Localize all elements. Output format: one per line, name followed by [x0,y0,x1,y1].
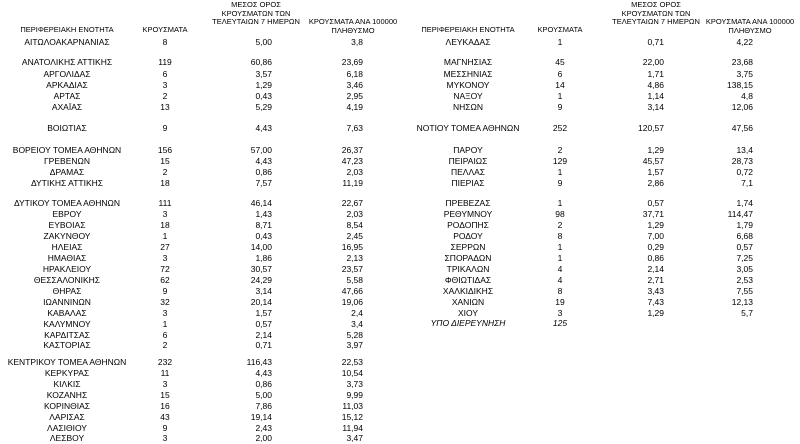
per100k-cell: 3,46 [346,80,363,90]
table-row [0,308,400,319]
cases-cell: 2 [557,145,563,155]
region-name-cell: ΑΡΚΑΔΙΑΣ [46,80,88,90]
region-name-cell: ΚΑΒΑΛΑΣ [47,308,87,318]
per100k-cell: 2,95 [346,91,363,101]
avg7-cell: 1,57 [647,167,664,177]
per100k-cell: 2,4 [351,308,363,318]
table-row [400,69,800,80]
region-name-cell: ΠΡΕΒΕΖΑΣ [445,198,491,208]
avg7-cell: 0,43 [255,91,272,101]
per100k-column-header: ΚΡΟΥΣΜΑΤΑ ΑΝΑ 100000 ΠΛΗΘΥΣΜΟ [308,17,398,35]
region-name-cell: ΝΑΞΟΥ [453,91,483,101]
avg7-cell: 2,71 [647,275,664,285]
region-name-cell: ΚΙΛΚΙΣ [53,379,81,389]
table-row [400,209,800,220]
cases-cell: 4 [557,264,563,274]
avg7-cell: 24,29 [250,275,272,285]
cases-column-header: ΚΡΟΥΣΜΑΤΑ [142,25,188,34]
table-row [0,220,400,231]
region-name-cell: ΙΩΑΝΝΙΝΩΝ [43,297,91,307]
table-row [0,242,400,253]
per100k-cell: 11,19 [342,178,363,188]
region-name-cell: ΤΡΙΚΑΛΩΝ [446,264,490,274]
per100k-cell: 10,54 [341,368,363,378]
cases-cell: 18 [160,220,170,230]
avg7-cell: 116,43 [246,357,272,367]
per100k-cell: 7,63 [346,123,363,133]
per100k-cell: 19,06 [341,297,363,307]
region-name-cell: ΡΕΘΥΜΝΟΥ [443,209,493,219]
cases-cell: 62 [160,275,170,285]
cases-cell: 8 [557,286,563,296]
region-name-cell: ΝΗΣΩΝ [452,102,484,112]
per100k-cell: 5,28 [346,330,363,340]
table-row [0,209,400,220]
per100k-cell: 9,99 [346,390,363,400]
cases-cell: 6 [162,330,168,340]
cases-cell: 11 [160,368,170,378]
per100k-cell: 5,58 [346,275,363,285]
region-name-cell: ΧΑΛΚΙΔΙΚΗΣ [442,286,494,296]
region-name-cell: ΓΡΕΒΕΝΩΝ [44,156,90,166]
table-row [400,318,800,329]
table-row [0,231,400,242]
region-name-cell: ΚΟΡΙΝΘΙΑΣ [43,401,91,411]
cases-cell: 3 [162,379,168,389]
cases-cell: 111 [158,198,172,208]
per100k-cell: 4,8 [741,91,753,101]
avg7-cell: 30,57 [250,264,272,274]
avg7-cell: 14,00 [250,242,272,252]
per100k-cell: 7,25 [736,253,753,263]
table-row [400,80,800,91]
cases-cell: 27 [160,242,170,252]
region-name-cell: ΠΕΛΛΑΣ [450,167,486,177]
table-row [400,231,800,242]
table-row [0,80,400,91]
cases-cell: 1 [557,37,563,47]
table-row [0,286,400,297]
cases-cell: 15 [160,156,170,166]
table-row [0,340,400,351]
cases-cell: 3 [162,209,168,219]
cases-cell: 3 [557,308,563,318]
per100k-cell: 8,54 [346,220,363,230]
avg7-cell: 4,43 [255,123,272,133]
cases-cell: 6 [162,69,168,79]
avg7-cell: 0,57 [255,319,272,329]
avg7-cell: 4,43 [255,368,272,378]
cases-cell: 1 [557,91,563,101]
per100k-column-header: ΚΡΟΥΣΜΑΤΑ ΑΝΑ 100000 ΠΛΗΘΥΣΜΟ [705,17,795,35]
table-row [0,368,400,379]
per100k-cell: 23,69 [341,57,363,67]
avg7-cell: 0,43 [255,231,272,241]
per100k-cell: 2,03 [346,209,363,219]
region-name-cell: ΘΗΡΑΣ [52,286,82,296]
region-name-cell: ΡΟΔΟΥ [453,231,483,241]
cases-cell: 13 [160,102,170,112]
table-row [400,198,800,209]
region-name-cell: ΡΟΔΟΠΗΣ [447,220,489,230]
cases-cell: 156 [157,145,173,155]
cases-cell: 252 [552,123,568,133]
table-row [0,253,400,264]
avg7-cell: 0,86 [255,379,272,389]
cases-cell: 19 [555,297,565,307]
region-name-cell: ΠΕΙΡΑΙΩΣ [448,156,488,166]
cases-cell: 1 [557,253,563,263]
table-row [0,264,400,275]
table-row [0,167,400,178]
cases-column-header: ΚΡΟΥΣΜΑΤΑ [537,25,583,34]
table-row [0,379,400,390]
table-row [400,253,800,264]
avg7-cell: 2,43 [255,423,272,433]
avg7-cell: 57,00 [250,145,272,155]
region-name-cell: ΛΑΣΙΘΙΟΥ [47,423,87,433]
avg7-cell: 8,71 [255,220,272,230]
avg7-cell: 0,86 [647,253,664,263]
region-name-cell: ΑΡΤΑΣ [53,91,81,101]
cases-cell: 98 [555,209,565,219]
avg7-cell: 7,00 [647,231,664,241]
table-row [0,57,400,68]
region-name-cell: ΣΠΟΡΑΔΩΝ [444,253,492,263]
cases-cell: 32 [160,297,170,307]
table-row [400,220,800,231]
avg7-cell: 1,29 [255,80,272,90]
avg7-cell: 0,86 [255,167,272,177]
cases-cell: 2 [162,340,168,350]
per100k-cell: 22,67 [341,198,363,208]
cases-cell: 14 [555,80,565,90]
table-row [400,286,800,297]
region-column-header: ΠΕΡΙΦΕΡΕΙΑΚΗ ΕΝΟΤΗΤΑ [20,25,114,34]
per100k-cell: 23,68 [731,57,753,67]
avg7-cell: 1,71 [647,69,664,79]
region-name-cell: ΛΑΡΙΣΑΣ [49,412,85,422]
per100k-cell: 2,53 [736,275,753,285]
per100k-cell: 26,37 [341,145,363,155]
avg7-cell: 120,57 [638,123,664,133]
region-name-cell: ΒΟΡΕΙΟΥ ΤΟΜΕΑ ΑΘΗΝΩΝ [12,145,122,155]
per100k-cell: 7,1 [741,178,753,188]
region-name-cell: ΚΟΖΑΝΗΣ [46,390,88,400]
per100k-cell: 12,06 [731,102,753,112]
avg7-cell: 4,86 [647,80,664,90]
avg7-cell: 3,57 [255,69,272,79]
table-row [400,156,800,167]
region-name-cell: ΗΡΑΚΛΕΙΟΥ [42,264,92,274]
region-name-cell: ΑΧΑΪΑΣ [51,102,83,112]
table-row [0,401,400,412]
per100k-cell: 2,13 [346,253,363,263]
avg7-cell: 1,29 [647,220,664,230]
cases-cell: 3 [162,433,168,443]
avg7-cell: 3,14 [647,102,664,112]
avg7-cell: 19,14 [250,412,272,422]
region-name-cell: ΗΛΕΙΑΣ [51,242,83,252]
region-name-cell: ΔΥΤΙΚΗΣ ΑΤΤΙΚΗΣ [30,178,104,188]
avg7-cell: 2,14 [255,330,272,340]
avg7-cell: 7,57 [255,178,272,188]
per100k-cell: 47,66 [341,286,363,296]
avg7-cell: 0,29 [647,242,664,252]
avg7-cell: 46,14 [250,198,272,208]
cases-cell: 4 [557,275,563,285]
region-name-cell: ΝΟΤΙΟΥ ΤΟΜΕΑ ΑΘΗΝΩΝ [416,123,520,133]
table-row [400,145,800,156]
table-row [0,178,400,189]
avg7-cell: 1,43 [255,209,272,219]
per100k-cell: 1,79 [736,220,753,230]
table-row [0,319,400,330]
region-name-cell: ΥΠΟ ΔΙΕΡΕΥΝΗΣΗ [430,318,506,328]
avg7-cell: 1,29 [647,308,664,318]
per100k-cell: 47,23 [341,156,363,166]
cases-cell: 9 [557,102,563,112]
cases-cell: 1 [557,167,563,177]
region-name-cell: ΚΑΛΥΜΝΟΥ [43,319,91,329]
table-row [0,102,400,113]
cases-cell: 8 [162,37,168,47]
per100k-cell: 3,75 [736,69,753,79]
per100k-cell: 2,03 [346,167,363,177]
cases-cell: 3 [162,308,168,318]
avg7-cell: 1,29 [647,145,664,155]
region-name-cell: ΚΕΝΤΡΙΚΟΥ ΤΟΜΕΑ ΑΘΗΝΩΝ [7,357,127,367]
avg7-cell: 4,43 [255,156,272,166]
cases-cell: 2 [162,167,168,177]
table-row [400,167,800,178]
table-row [400,102,800,113]
avg7-cell: 0,71 [255,340,272,350]
region-name-cell: ΚΑΣΤΟΡΙΑΣ [43,340,91,350]
per100k-cell: 1,74 [736,198,753,208]
region-name-cell: ΗΜΑΘΙΑΣ [47,253,87,263]
cases-cell: 1 [557,242,563,252]
per100k-cell: 0,72 [736,167,753,177]
region-name-cell: ΧΙΟΥ [457,308,479,318]
avg7-cell: 22,00 [642,57,664,67]
per100k-cell: 6,18 [346,69,363,79]
avg7-cell: 0,57 [647,198,664,208]
per100k-cell: 3,97 [346,340,363,350]
left-table-header [0,0,400,36]
right-table-header [400,0,800,36]
avg7-cell: 3,43 [647,286,664,296]
table-row [400,264,800,275]
cases-cell: 18 [160,178,170,188]
table-row [400,57,800,68]
cases-cell: 15 [160,390,170,400]
region-name-cell: ΕΥΒΟΙΑΣ [48,220,86,230]
region-name-cell: ΑΝΑΤΟΛΙΚΗΣ ΑΤΤΙΚΗΣ [21,57,113,67]
avg7-cell: 1,86 [255,253,272,263]
table-row [0,297,400,308]
per100k-cell: 114,47 [727,209,753,219]
region-name-cell: ΜΥΚΟΝΟΥ [446,80,490,90]
table-row [400,242,800,253]
avg7-cell: 1,14 [647,91,664,101]
avg7-cell: 2,86 [647,178,664,188]
table-row [0,91,400,102]
cases-cell: 3 [162,253,168,263]
per100k-cell: 15,12 [341,412,363,422]
region-name-cell: ΑΡΓΟΛΙΔΑΣ [43,69,91,79]
cases-cell: 125 [552,318,568,328]
avg7-cell: 5,00 [255,390,272,400]
per100k-cell: 3,4 [351,319,363,329]
avg7-cell: 7,86 [255,401,272,411]
avg7-cell: 37,71 [642,209,664,219]
avg7-cell: 2,00 [255,433,272,443]
table-row [0,357,400,368]
cases-cell: 1 [557,198,563,208]
cases-cell: 45 [555,57,565,67]
per100k-cell: 0,57 [736,242,753,252]
region-name-cell: ΒΟΙΩΤΙΑΣ [47,123,87,133]
cases-cell: 9 [557,178,563,188]
cases-cell: 9 [162,423,168,433]
avg7-cell: 60,86 [250,57,272,67]
table-row [400,178,800,189]
table-row [0,145,400,156]
region-name-cell: ΔΡΑΜΑΣ [49,167,85,177]
region-name-cell: ΛΕΥΚΑΔΑΣ [445,37,491,47]
per100k-cell: 3,05 [736,264,753,274]
region-name-cell: ΣΕΡΡΩΝ [450,242,486,252]
per100k-cell: 11,94 [342,423,363,433]
avg7-cell: 45,57 [642,156,664,166]
region-column-header: ΠΕΡΙΦΕΡΕΙΑΚΗ ΕΝΟΤΗΤΑ [421,25,515,34]
region-name-cell: ΧΑΝΙΩΝ [451,297,485,307]
avg7-cell: 5,29 [255,102,272,112]
cases-cell: 1 [162,319,168,329]
cases-cell: 9 [162,286,168,296]
per100k-cell: 23,57 [341,264,363,274]
table-row [400,123,800,134]
per100k-cell: 11,03 [342,401,363,411]
per100k-cell: 3,47 [346,433,363,443]
avg7-cell: 7,43 [647,297,664,307]
region-name-cell: ΚΕΡΚΥΡΑΣ [44,368,90,378]
per100k-cell: 47,56 [731,123,753,133]
cases-cell: 129 [552,156,568,166]
per100k-cell: 12,13 [731,297,753,307]
per100k-cell: 4,22 [736,37,753,47]
cases-cell: 6 [557,69,563,79]
per100k-cell: 7,55 [736,286,753,296]
table-row [0,123,400,134]
avg7-cell: 20,14 [250,297,272,307]
cases-cell: 119 [158,57,172,67]
table-row [400,275,800,286]
avg7-column-header: ΜΕΣΟΣ ΟΡΟΣ ΚΡΟΥΣΜΑΤΩΝ ΤΩΝ ΤΕΛΕΥΤΑΙΩΝ 7 ΗΜΕΡΩΝ [612,0,700,26]
cases-cell: 16 [160,401,170,411]
cases-cell: 3 [162,80,168,90]
cases-cell: 9 [162,123,168,133]
region-name-cell: ΑΙΤΩΛΟΑΚΑΡΝΑΝΙΑΣ [24,37,110,47]
region-name-cell: ΠΑΡΟΥ [453,145,483,155]
region-name-cell: ΜΑΓΝΗΣΙΑΣ [443,57,493,67]
per100k-cell: 13,4 [736,145,753,155]
per100k-cell: 2,45 [346,231,363,241]
table-row [400,37,800,48]
per100k-cell: 138,15 [727,80,753,90]
table-row [0,412,400,423]
avg7-cell: 2,14 [647,264,664,274]
avg7-cell: 3,14 [255,286,272,296]
avg7-cell: 5,00 [255,37,272,47]
table-row [0,156,400,167]
avg7-cell: 1,57 [255,308,272,318]
region-name-cell: ΦΘΙΩΤΙΔΑΣ [444,275,492,285]
region-name-cell: ΔΥΤΙΚΟΥ ΤΟΜΕΑ ΑΘΗΝΩΝ [13,198,121,208]
avg7-column-header: ΜΕΣΟΣ ΟΡΟΣ ΚΡΟΥΣΜΑΤΩΝ ΤΩΝ ΤΕΛΕΥΤΑΙΩΝ 7 ΗΜΕΡΩΝ [212,0,300,26]
region-name-cell: ΜΕΣΣΗΝΙΑΣ [443,69,493,79]
table-row [0,198,400,209]
table-row [0,275,400,286]
cases-cell: 43 [160,412,170,422]
region-name-cell: ΖΑΚΥΝΘΟΥ [43,231,91,241]
cases-cell: 2 [162,91,168,101]
table-row [0,69,400,80]
per100k-cell: 4,19 [346,102,363,112]
table-row [0,37,400,48]
region-name-cell: ΕΒΡΟΥ [52,209,82,219]
per100k-cell: 5,7 [741,308,753,318]
region-name-cell: ΠΙΕΡΙΑΣ [451,178,485,188]
region-name-cell: ΚΑΡΔΙΤΣΑΣ [44,330,90,340]
table-row [400,91,800,102]
per100k-cell: 3,8 [351,37,363,47]
avg7-cell: 0,71 [647,37,664,47]
cases-cell: 72 [160,264,170,274]
per100k-cell: 6,68 [736,231,753,241]
per100k-cell: 16,95 [341,242,363,252]
cases-cell: 1 [162,231,168,241]
region-name-cell: ΛΕΣΒΟΥ [49,433,85,443]
per100k-cell: 28,73 [731,156,753,166]
table-row [0,390,400,401]
table-row [0,433,400,444]
table-row [400,297,800,308]
region-name-cell: ΘΕΣΣΑΛΟΝΙΚΗΣ [33,275,101,285]
cases-cell: 8 [557,231,563,241]
cases-cell: 232 [157,357,173,367]
per100k-cell: 22,53 [341,357,363,367]
cases-cell: 2 [557,220,563,230]
per100k-cell: 3,73 [346,379,363,389]
